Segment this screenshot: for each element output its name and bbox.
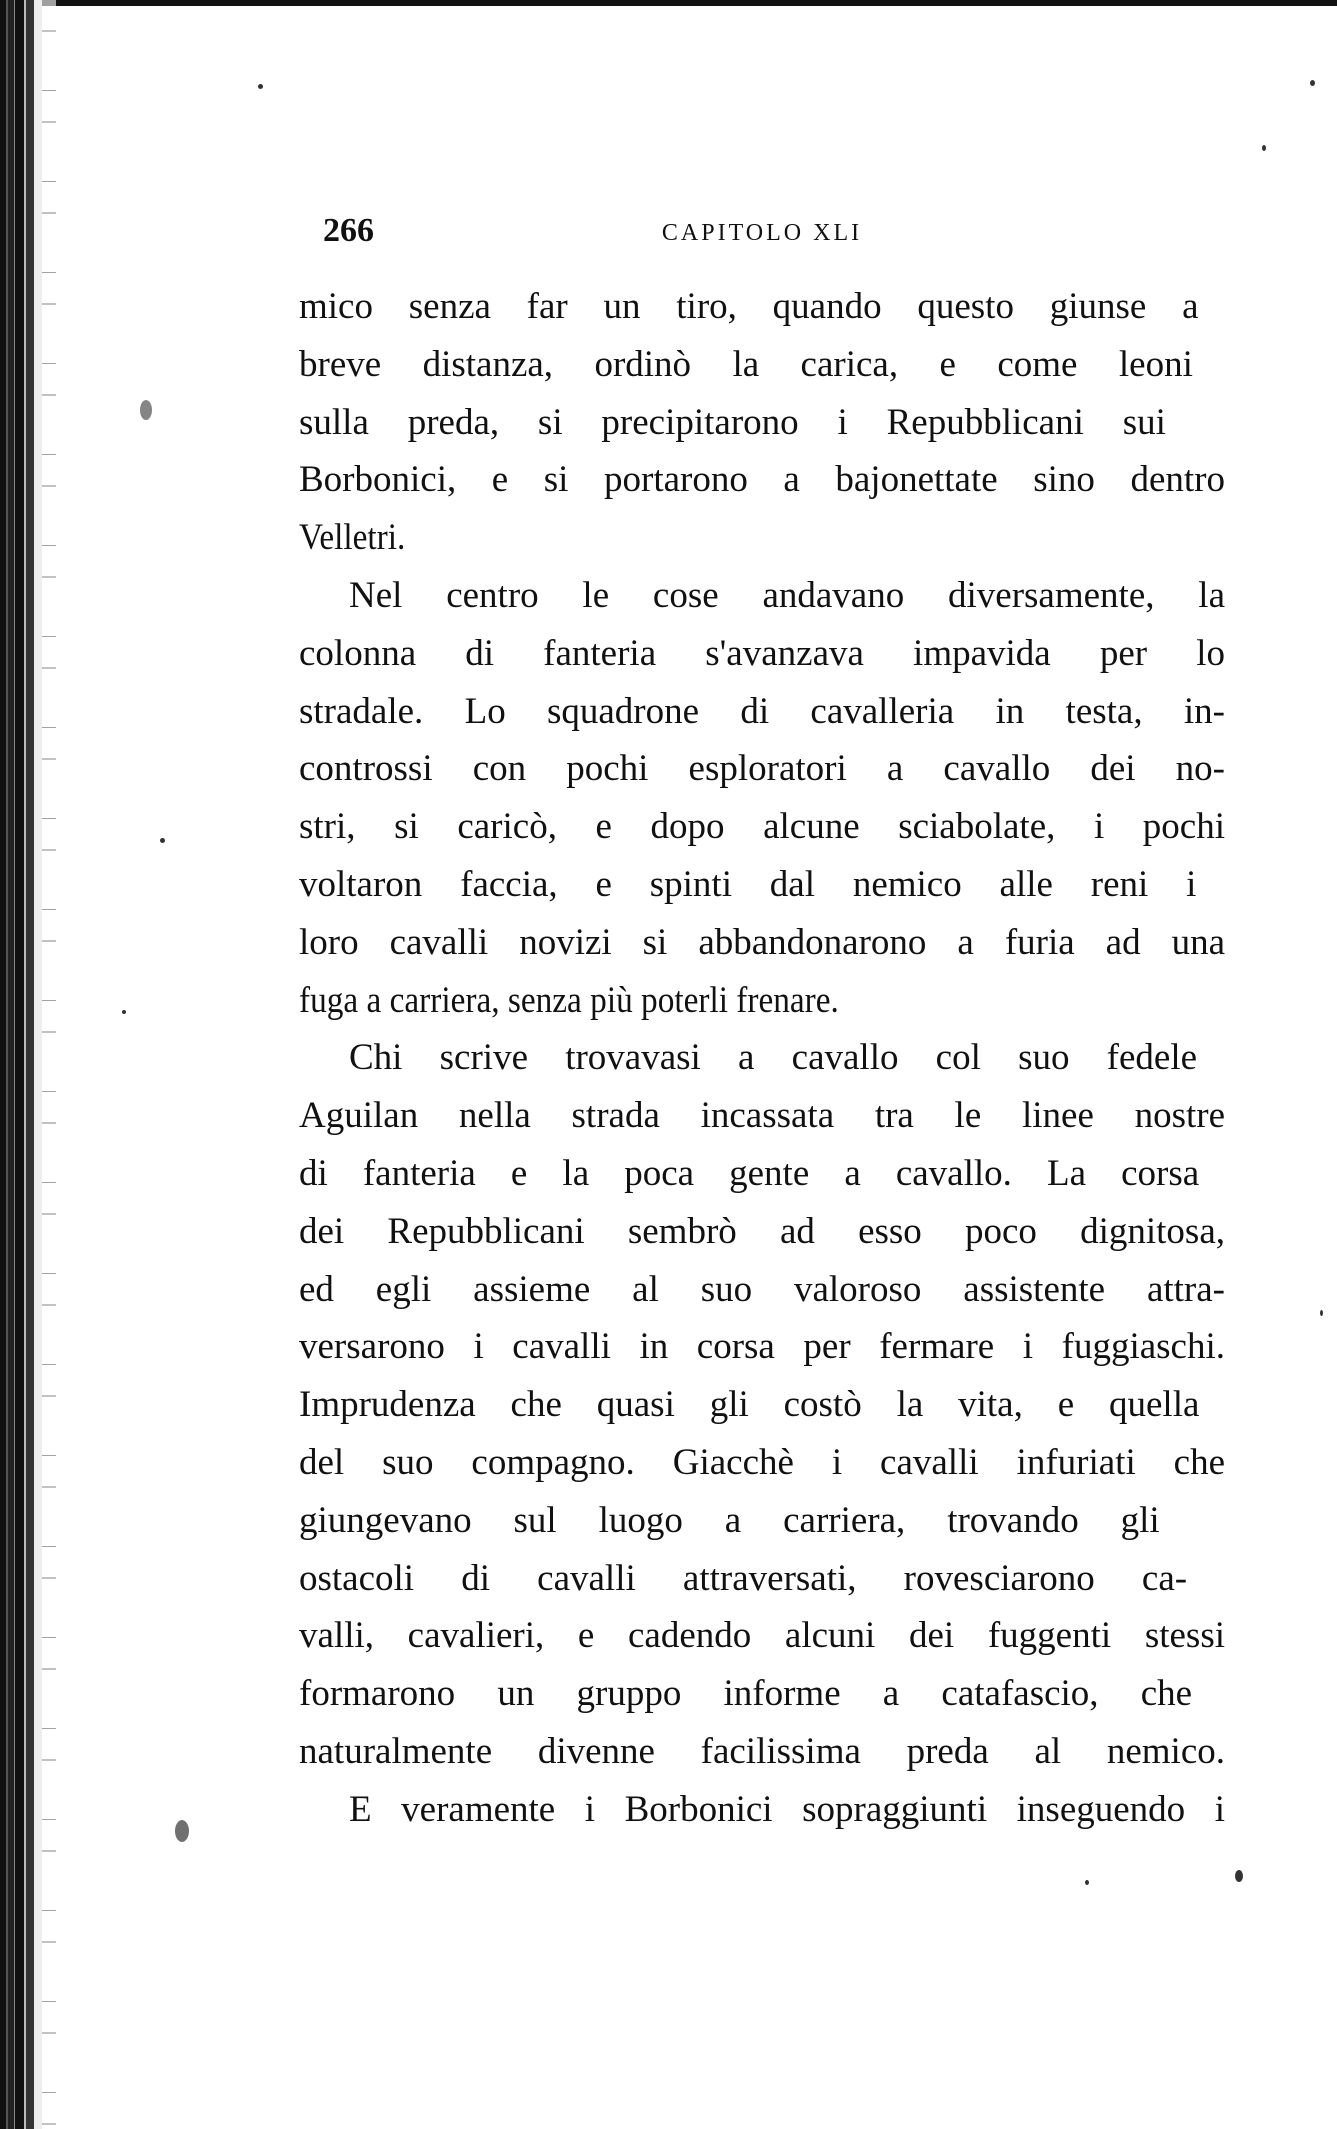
text-line-content: formarono un gruppo informe a catafascio, che xyxy=(299,1673,1193,1715)
text-line-content: del suo compagno. Giacchè i cavalli infuriati che xyxy=(299,1441,1225,1483)
text-line xyxy=(299,1781,1225,1839)
text-line xyxy=(299,1723,1225,1781)
text-line-content: loro cavalli novizi si abbandonarono a furia ad una xyxy=(299,921,1225,963)
text-line-content: sulla preda, si precipitarono i Repubblicani sui xyxy=(299,401,1166,443)
text-line xyxy=(299,509,1225,567)
scan-speck xyxy=(1310,80,1315,86)
text-line-content: Velletri. xyxy=(299,517,406,559)
text-line xyxy=(299,914,1225,972)
scan-speck xyxy=(258,84,263,89)
text-line xyxy=(299,1607,1225,1665)
text-line-content: Aguilan nella strada incassata tra le linee nostre xyxy=(299,1095,1225,1137)
binding-shadow xyxy=(42,0,56,2129)
text-line-content: valli, cavalieri, e cadendo alcuni dei fuggenti stessi xyxy=(299,1615,1225,1657)
text-line xyxy=(299,625,1225,683)
text-line-content: ostacoli di cavalli attraversati, rovesciarono ca- xyxy=(299,1557,1188,1599)
text-line-content: Chi scrive trovavasi a cavallo col suo fedele xyxy=(349,1037,1198,1079)
text-line-content: giungevano sul luogo a carriera, trovando gli xyxy=(299,1499,1160,1541)
text-line xyxy=(299,1087,1225,1145)
book-binding-edge xyxy=(0,0,42,2129)
text-line-content: Borbonici, e si portarono a bajonettate sino dentro xyxy=(299,459,1225,501)
text-line-content: E veramente i Borbonici sopraggiunti inseguendo i xyxy=(349,1788,1225,1830)
text-line-content: breve distanza, ordinò la carica, e come leoni xyxy=(299,343,1193,385)
scan-speck xyxy=(1320,1310,1323,1316)
scan-speck xyxy=(160,838,165,843)
text-line xyxy=(299,1550,1225,1608)
text-line xyxy=(299,1318,1225,1376)
text-line-content: fuga a carriera, senza più poterli frenare. xyxy=(299,979,839,1021)
scan-speck xyxy=(175,1820,189,1842)
text-line xyxy=(299,740,1225,798)
text-line-content: controssi con pochi esploratori a cavallo dei no- xyxy=(299,748,1225,790)
scan-speck xyxy=(1085,1880,1089,1885)
text-line-content: stri, si caricò, e dopo alcune sciabolate, i pochi xyxy=(299,806,1225,848)
text-line xyxy=(299,1029,1225,1087)
text-line xyxy=(299,278,1225,336)
text-line xyxy=(299,1376,1225,1434)
scan-speck xyxy=(1235,1870,1243,1882)
text-line-content: voltaron faccia, e spinti dal nemico alle reni i xyxy=(299,863,1197,905)
text-line-content: Nel centro le cose andavano diversamente, la xyxy=(349,574,1225,616)
text-line xyxy=(299,1203,1225,1261)
text-line xyxy=(299,451,1225,509)
text-line xyxy=(299,798,1225,856)
text-line-content: mico senza far un tiro, quando questo giunse a xyxy=(299,286,1199,327)
text-line-content: Imprudenza che quasi gli costò la vita, e quella xyxy=(299,1384,1200,1426)
text-line xyxy=(299,1145,1225,1203)
text-line-content: versarono i cavalli in corsa per fermare i fuggiaschi. xyxy=(299,1326,1225,1368)
scan-speck xyxy=(122,1010,126,1014)
text-line xyxy=(299,1665,1225,1723)
body-text xyxy=(299,278,1225,1839)
text-line-content: naturalmente divenne facilissima preda al nemico. xyxy=(299,1730,1225,1772)
scan-speck xyxy=(1262,145,1266,151)
text-line-content: stradale. Lo squadrone di cavalleria in testa, in- xyxy=(299,690,1225,732)
text-line xyxy=(299,856,1225,914)
text-line-content: di fanteria e la poca gente a cavallo. La corsa xyxy=(299,1152,1200,1194)
text-line-content: ed egli assieme al suo valoroso assistente attra- xyxy=(299,1268,1225,1310)
text-line xyxy=(299,972,1225,1030)
text-line xyxy=(299,1261,1225,1319)
text-line xyxy=(299,683,1225,741)
text-line xyxy=(299,1492,1225,1550)
page-number: 266 xyxy=(323,212,374,249)
running-header xyxy=(299,212,1225,252)
text-line xyxy=(299,1434,1225,1492)
chapter-title: CAPITOLO XLI xyxy=(661,220,863,246)
text-line-content: colonna di fanteria s'avanzava impavida per lo xyxy=(299,632,1225,674)
text-line xyxy=(299,394,1225,452)
page-top-edge xyxy=(0,0,1337,6)
scan-speck xyxy=(140,400,152,420)
text-line xyxy=(299,336,1225,394)
text-line-content: dei Repubblicani sembrò ad esso poco dignitosa, xyxy=(299,1210,1225,1252)
text-line xyxy=(299,567,1225,625)
